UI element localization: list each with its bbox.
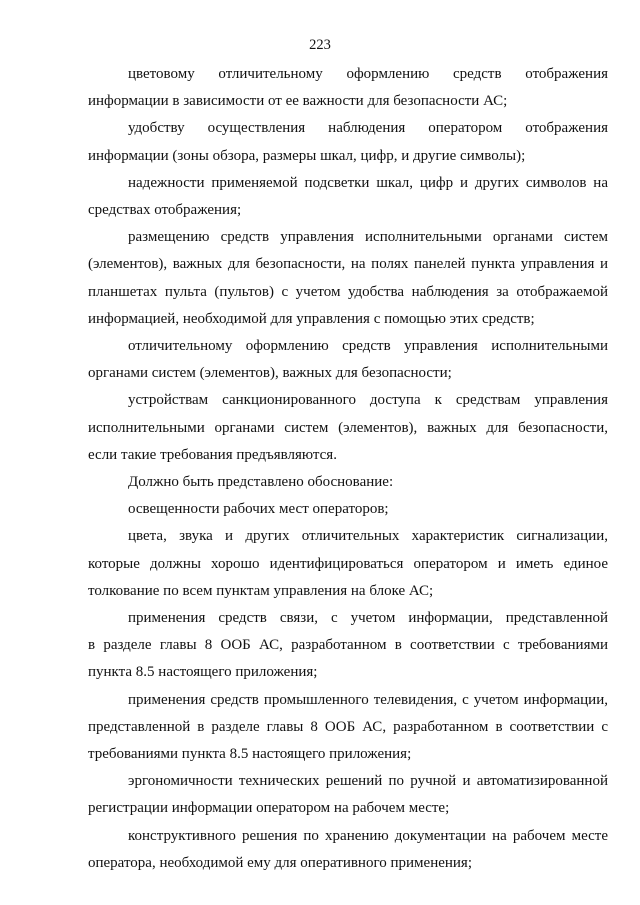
paragraph — [88, 605, 608, 687]
text-line: представленной в разделе главы 8 ООБ АС, разработанном в соответствии с — [88, 718, 608, 735]
paragraph — [88, 768, 608, 822]
paragraph — [88, 333, 608, 387]
text-line: толкование по всем пунктам управления на блоке АС; — [88, 582, 434, 599]
text-line: исполнительными органами систем (элементов), важных для безопасности, — [88, 419, 608, 436]
text-line: удобству осуществления наблюдения оператором отображения — [128, 120, 608, 137]
text-line: регистрации информации оператором на рабочем месте; — [88, 800, 450, 817]
text-line: планшетах пульта (пультов) с учетом удобства наблюдения за отображаемой — [88, 283, 608, 300]
text-line: информации (зоны обзора, размеры шкал, цифр, и другие символы); — [88, 147, 526, 164]
paragraph — [88, 823, 608, 877]
text-line: (элементов), важных для безопасности, на полях панелей пункта управления и — [88, 256, 608, 273]
text-line: информацией, необходимой для управления с помощью этих средств; — [88, 310, 535, 327]
text-line: средствах отображения; — [88, 202, 242, 219]
text-line: надежности применяемой подсветки шкал, цифр и других символов на — [128, 174, 608, 191]
text-line: если такие требования предъявляются. — [88, 446, 337, 463]
text-line: информации в зависимости от ее важности для безопасности АС; — [88, 93, 508, 110]
paragraph — [88, 61, 608, 115]
text-line: освещенности рабочих мест операторов; — [128, 501, 389, 518]
text-line: эргономичности технических решений по ручной и автоматизированной — [128, 773, 608, 790]
text-line: требованиями пункта 8.5 настоящего приложения; — [88, 746, 412, 763]
text-line: Должно быть представлено обоснование: — [128, 474, 394, 491]
document-body — [88, 61, 608, 877]
text-line: оператора, необходимой ему для оперативного применения; — [88, 854, 472, 871]
text-line: цвета, звука и других отличительных характеристик сигнализации, — [128, 528, 608, 545]
text-line: отличительному оформлению средств управления исполнительными — [128, 338, 608, 355]
text-line: устройствам санкционированного доступа к средствам управления — [128, 392, 608, 409]
paragraph — [88, 115, 608, 169]
text-line: применения средств промышленного телевидения, с учетом информации, — [128, 691, 608, 708]
text-line: применения средств связи, с учетом информации, представленной — [128, 610, 608, 627]
page-number: 223 — [309, 37, 331, 53]
text-line: органами систем (элементов), важных для безопасности; — [88, 365, 452, 382]
text-line: пункта 8.5 настоящего приложения; — [88, 664, 318, 681]
paragraph — [88, 496, 608, 523]
text-line: цветовому отличительному оформлению средств отображения — [128, 66, 608, 82]
paragraph — [88, 387, 608, 469]
paragraph — [88, 687, 608, 769]
text-line: размещению средств управления исполнительными органами систем — [128, 229, 608, 246]
text-line: которые должны хорошо идентифицироваться оператором и иметь единое — [88, 555, 608, 572]
text-line: конструктивного решения по хранению документации на рабочем месте — [128, 827, 608, 844]
paragraph — [88, 170, 608, 224]
paragraph — [88, 224, 608, 333]
paragraph — [88, 469, 608, 496]
text-line: в разделе главы 8 ООБ АС, разработанном в соответствии с требованиями — [88, 637, 608, 654]
paragraph — [88, 523, 608, 605]
